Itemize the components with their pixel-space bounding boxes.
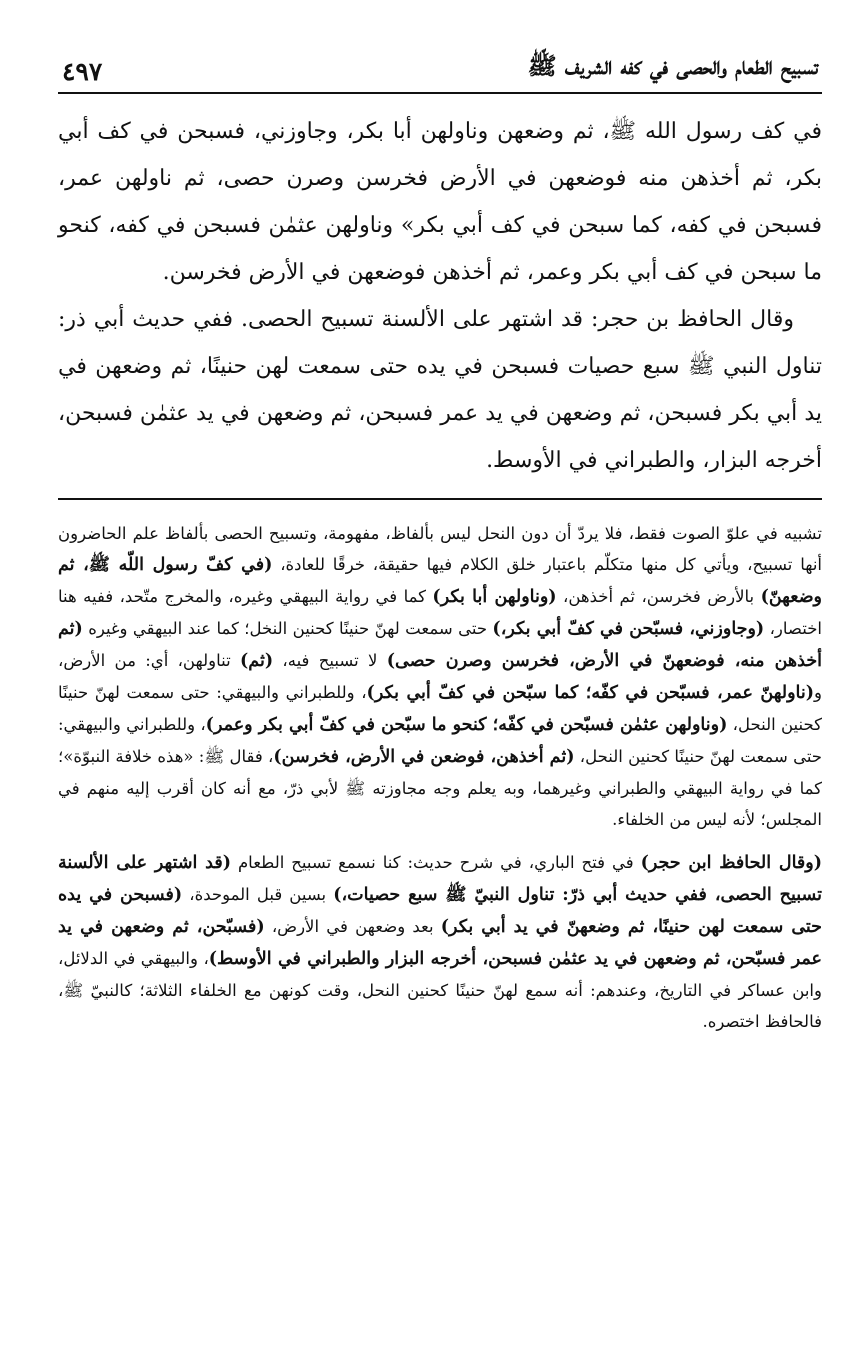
book-page xyxy=(58,42,822,1342)
commentary-paragraph-1 xyxy=(58,518,822,835)
quoted-text: (وناولهن أبا بكر) xyxy=(432,587,557,607)
quoted-text: (وجاوزني، فسبّحن في كفّ أبي بكر،) xyxy=(492,619,765,639)
commentary xyxy=(58,518,822,1037)
page-number: ٤٩٧ xyxy=(62,57,103,86)
quoted-text: (قد اشتهر على الألسنة تسبيح الحصى، ففي حديث أبي ذرّ: تناول النبيّ ﷺ سبع حصيات،) xyxy=(58,853,822,905)
commentary-text: ، فقال ﷺ: «هذه خلافة النبوّة»؛ كما في رواية البيهقي والطبراني وغيرهما، وبه يعلم وجه مجاوزته ﷺ لأبي ذرّ، مع أنه كان أقرب إليه منهم في المجلس؛ لأنه ليس من الخلفاء. xyxy=(58,747,822,829)
quoted-text: (فسبحن في يده حتى سمعت لهن حنينًا، ثم وضعهنّ في يد أبي بكر) xyxy=(58,885,822,937)
commentary-text: بسين قبل الموحدة، xyxy=(182,885,334,904)
running-title: تسبيح الطعام والحصى في كفه الشريف ﷺ xyxy=(527,51,818,80)
commentary-text: تناولهن، أي: من الأرض، و xyxy=(58,651,822,702)
quoted-text: (ثم أخذهن منه، فوضعهنّ في الأرض، فخرسن وصرن حصى) xyxy=(58,619,823,671)
commentary-text: ، وللطبراني والبيهقي: حتى سمعت لهنّ حنينًا كحنين النحل، xyxy=(58,683,823,734)
quoted-text: (ناولهنّ عمر، فسبّحن في كفّه؛ كما سبّحن في كفّ أبي بكر) xyxy=(366,683,815,703)
quoted-text: (فسبّحن، ثم وضعهن في يد عمر فسبّحن، ثم وضعهن في يد عثمٰن فسبحن، أخرجه البزار والطبراني في الأوسط) xyxy=(58,917,822,969)
commentary-text: بالأرض فخرسن، ثم أخذهن، xyxy=(556,587,761,606)
commentary-text: بعد وضعهن في الأرض، xyxy=(264,917,441,936)
commentary-text: كما في رواية البيهقي وغيره، والمخرج متّحد، ففيه هنا اختصار، xyxy=(58,587,823,638)
quoted-text: (ثم أخذهن، فوضعن في الأرض، فخرسن) xyxy=(273,747,575,767)
quoted-text: (ثم) xyxy=(240,651,274,671)
quoted-text: (وناولهن عثمٰن فسبّحن في كفّه؛ كنحو ما سبّحن في كفّ أبي بكر وعمر) xyxy=(205,715,728,735)
main-paragraph-1: في كف رسول الله ﷺ، ثم وضعهن وناولهن أبا بكر، وجاوزني، فسبحن في كف أبي بكر، ثم أخذهن منه فوضعهن في الأرض فخرسن وصرن حصى، ثم ناولهن عمر، فسبحن في كفه، كما سبحن في كف أبي بكر» وناولهن عثمٰن فسبحن في كفه، كنحو ما سبحن في كف أبي بكر وعمر، ثم أخذهن فوضعهن في الأرض فخرسن. xyxy=(58,119,822,285)
commentary-text: ، وللطبراني والبيهقي: حتى سمعت لهنّ حنينًا كحنين النحل، xyxy=(58,715,822,766)
footnote-divider xyxy=(58,498,822,500)
commentary-text: في فتح الباري، في شرح حديث: كنا نسمع تسبيح الطعام xyxy=(231,853,641,872)
main-text xyxy=(58,108,822,484)
main-paragraph-2: وقال الحافظ بن حجر: قد اشتهر على الألسنة تسبيح الحصى. ففي حديث أبي ذر: تناول النبي ﷺ سبع حصيات فسبحن في يده حتى سمعت لهن حنينًا، ثم وضعهن في يد أبي بكر فسبحن، ثم وضعهن في يد عمر فسبحن، ثم وضعهن في يد عثمٰن فسبحن، أخرجه البزار، والطبراني في الأوسط. xyxy=(58,307,822,473)
commentary-text: لا تسبيح فيه، xyxy=(273,651,387,670)
page-header xyxy=(58,42,822,94)
quoted-text: (وقال الحافظ ابن حجر) xyxy=(640,853,822,873)
commentary-text: تشبيه في علوّ الصوت فقط، فلا يردّ أن دون النحل ليس بألفاظ، مفهومة، وتسبيح الحصى بألفاظ علم الحاضرون أنها تسبيح، ويأتي كل منها متكلّم باعتبار خلق الكلام فيها حقيقة، خرقًا للعادة، xyxy=(58,524,822,574)
commentary-text: حتى سمعت لهنّ حنينًا كحنين النخل؛ كما عند البيهقي وغيره xyxy=(82,619,493,638)
commentary-paragraph-2 xyxy=(58,847,822,1037)
commentary-text: ، والبيهقي في الدلائل، وابن عساكر في التاريخ، وعندهم: أنه سمع لهنّ حنينًا كحنين النحل، وقت كونهن مع الخلفاء الثلاثة؛ كالنبيّ ﷺ، فالحافظ اختصره. xyxy=(58,949,822,1031)
quoted-text: (في كفّ رسول اللّه ﷺ، ثم وضعهنّ) xyxy=(58,555,822,607)
